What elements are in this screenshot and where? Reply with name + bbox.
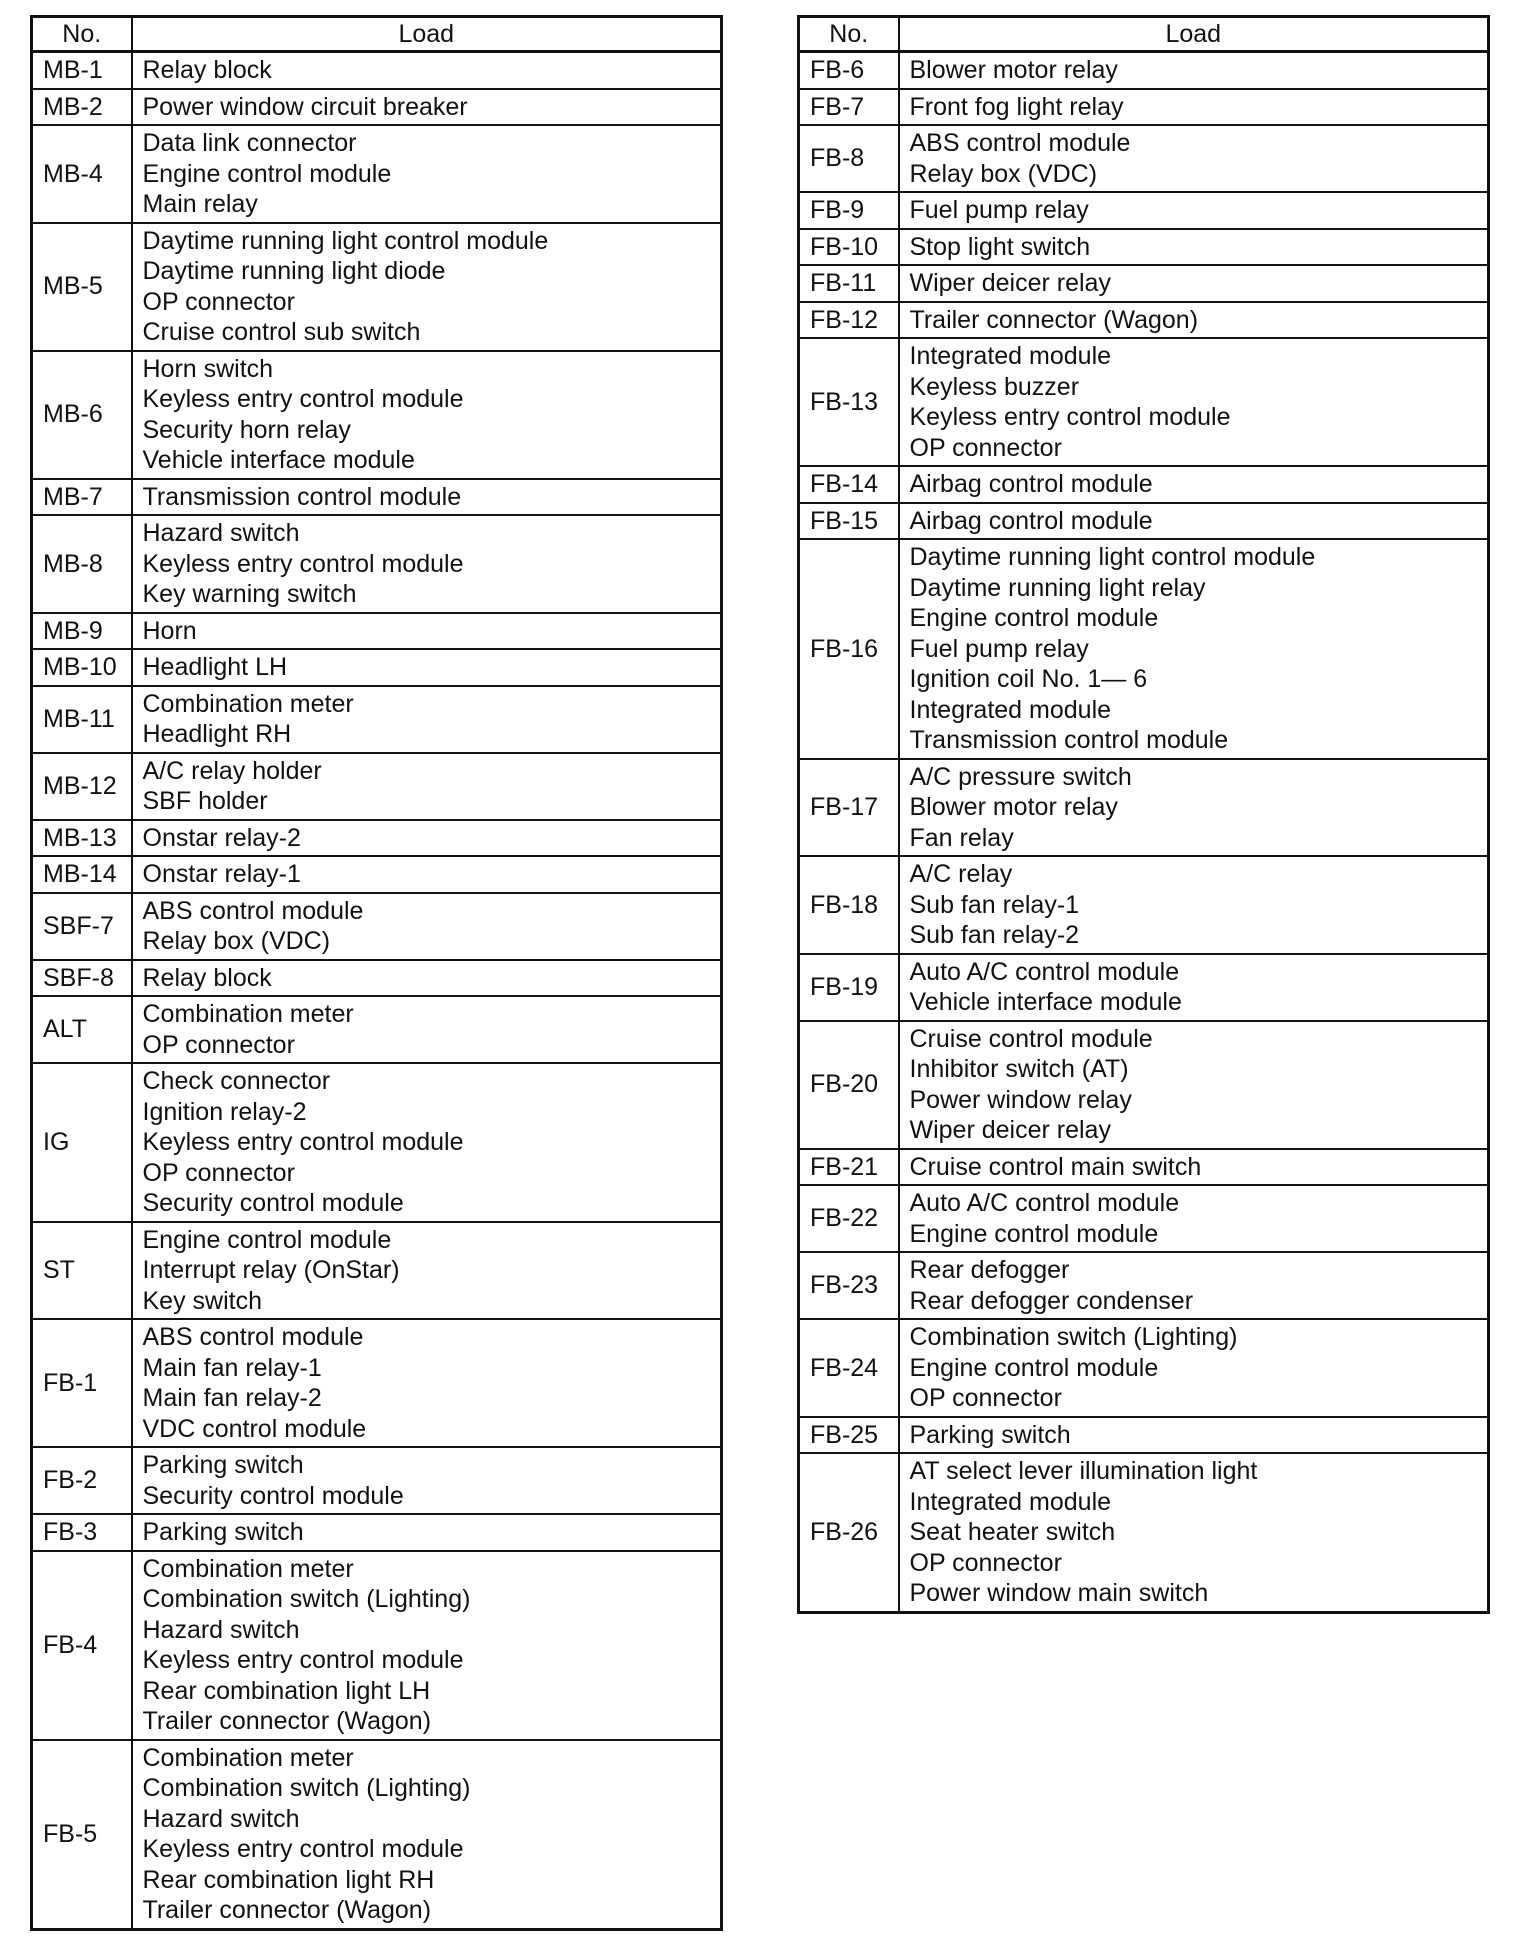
fuse-number: FB-5	[32, 1740, 132, 1930]
load-item: Transmission control module	[142, 482, 462, 511]
load-item: Combination meter	[142, 1000, 354, 1028]
table-row	[32, 753, 722, 820]
fuse-number: MB-1	[32, 52, 132, 89]
load-list	[899, 539, 1489, 759]
fuse-number: SBF-8	[32, 960, 132, 997]
fuse-number: FB-4	[32, 1551, 132, 1740]
table-row	[799, 229, 1489, 266]
load-item: Main fan relay-2	[142, 1384, 322, 1412]
load-item: Keyless entry control module	[142, 1646, 464, 1674]
load-item: Keyless entry control module	[142, 1128, 464, 1156]
load-item: Combination meter	[142, 1554, 354, 1583]
load-item: Horn	[142, 616, 197, 645]
load-list	[132, 960, 722, 997]
table-row	[32, 1740, 722, 1930]
load-list	[899, 265, 1489, 302]
fuse-number: MB-8	[32, 515, 132, 613]
load-item: Inhibitor switch (AT)	[909, 1055, 1129, 1083]
load-item: Engine control module	[142, 159, 392, 188]
table-row	[32, 52, 722, 89]
load-item: Cruise control sub switch	[142, 318, 421, 346]
table-row	[32, 1551, 722, 1740]
load-item: Engine control module	[909, 1353, 1159, 1382]
load-list	[899, 1149, 1489, 1186]
load-item: Rear defogger	[909, 1256, 1070, 1284]
load-item: Rear defogger condenser	[909, 1286, 1194, 1315]
fuse-number: FB-26	[799, 1453, 899, 1612]
load-item: Combination switch (Lighting)	[142, 1774, 471, 1802]
table-row	[32, 515, 722, 613]
load-item: Ignition relay-2	[142, 1097, 307, 1126]
load-item: OP connector	[909, 1548, 1062, 1577]
load-item: Keyless buzzer	[909, 372, 1080, 401]
table-row	[32, 89, 722, 126]
load-item: Blower motor relay	[909, 56, 1118, 84]
load-item: Cruise control main switch	[909, 1152, 1202, 1181]
table-row	[799, 1252, 1489, 1319]
table-row	[32, 649, 722, 686]
load-item: Airbag control module	[909, 470, 1153, 498]
load-item: Relay box (VDC)	[909, 159, 1098, 188]
fuse-number: MB-6	[32, 351, 132, 479]
table-row	[32, 1514, 722, 1551]
table-row	[799, 1021, 1489, 1149]
load-item: Onstar relay-1	[142, 860, 301, 888]
table-row	[799, 52, 1489, 89]
load-list	[132, 820, 722, 857]
load-item: Front fog light relay	[909, 92, 1124, 121]
column-header-no: No.	[32, 17, 132, 52]
load-item: Vehicle interface module	[909, 988, 1182, 1016]
load-list	[899, 1021, 1489, 1149]
fuse-rows-right	[799, 52, 1489, 1613]
load-item: Daytime running light diode	[142, 257, 446, 285]
table-row	[32, 893, 722, 960]
fuse-number: ST	[32, 1222, 132, 1320]
load-item: Key warning switch	[142, 580, 357, 608]
load-list	[132, 753, 722, 820]
load-item: Trailer connector (Wagon)	[909, 305, 1199, 334]
fuse-number: FB-13	[799, 338, 899, 466]
table-row	[32, 223, 722, 351]
load-item: ABS control module	[142, 896, 364, 925]
load-list	[899, 229, 1489, 266]
load-item: Wiper deicer relay	[909, 1116, 1111, 1144]
load-item: Daytime running light relay	[909, 573, 1206, 602]
load-list	[899, 89, 1489, 126]
load-item: Combination meter	[142, 1743, 354, 1772]
load-list	[132, 996, 722, 1063]
table-row	[799, 265, 1489, 302]
table-row	[32, 820, 722, 857]
load-item: AT select lever illumination light	[909, 1457, 1258, 1485]
table-row	[799, 1185, 1489, 1252]
load-list	[132, 351, 722, 479]
load-list	[132, 1514, 722, 1551]
load-item: Auto A/C control module	[909, 957, 1180, 986]
fuse-number: MB-7	[32, 479, 132, 516]
load-list	[899, 302, 1489, 339]
load-item: Key switch	[142, 1286, 262, 1315]
fuse-number: MB-12	[32, 753, 132, 820]
load-item: VDC control module	[142, 1414, 367, 1443]
load-item: Keyless entry control module	[142, 549, 464, 578]
fuse-number: FB-3	[32, 1514, 132, 1551]
load-item: ABS control module	[909, 129, 1131, 157]
column-header-no: No.	[799, 17, 899, 52]
table-row	[32, 479, 722, 516]
load-item: Hazard switch	[142, 519, 300, 547]
fuse-number: FB-21	[799, 1149, 899, 1186]
load-item: Fuel pump relay	[909, 196, 1089, 224]
load-item: Interrupt relay (OnStar)	[142, 1256, 400, 1284]
table-row	[799, 338, 1489, 466]
load-list	[132, 125, 722, 223]
load-item: Hazard switch	[142, 1804, 300, 1833]
fuse-number: FB-6	[799, 52, 899, 89]
load-item: Parking switch	[909, 1420, 1071, 1449]
load-list	[132, 1063, 722, 1222]
table-row	[32, 1319, 722, 1447]
load-item: OP connector	[142, 1158, 295, 1187]
load-list	[899, 466, 1489, 503]
fuse-number: FB-25	[799, 1417, 899, 1454]
load-item: Security control module	[142, 1189, 404, 1217]
table-row	[32, 613, 722, 650]
fuse-number: FB-1	[32, 1319, 132, 1447]
table-row	[799, 302, 1489, 339]
load-list	[132, 223, 722, 351]
load-list	[132, 893, 722, 960]
table-row	[799, 856, 1489, 954]
load-list	[899, 1453, 1489, 1612]
fuse-number: FB-24	[799, 1319, 899, 1417]
fuse-number: FB-12	[799, 302, 899, 339]
load-item: A/C pressure switch	[909, 762, 1132, 791]
load-item: Integrated module	[909, 1487, 1112, 1516]
load-item: Combination switch (Lighting)	[909, 1323, 1238, 1351]
load-item: Integrated module	[909, 342, 1112, 370]
load-item: A/C relay	[909, 860, 1013, 888]
load-item: Daytime running light control module	[909, 543, 1316, 571]
load-item: Trailer connector (Wagon)	[142, 1896, 432, 1924]
load-item: Relay block	[142, 56, 272, 84]
fuse-number: FB-22	[799, 1185, 899, 1252]
load-item: Trailer connector (Wagon)	[142, 1707, 432, 1735]
load-item: Vehicle interface module	[142, 446, 415, 474]
fuse-number: FB-7	[799, 89, 899, 126]
table-row	[32, 856, 722, 893]
fuse-number: MB-2	[32, 89, 132, 126]
fuse-number: MB-10	[32, 649, 132, 686]
load-item: Keyless entry control module	[142, 1835, 464, 1863]
load-item: Ignition coil No. 1— 6	[909, 665, 1148, 693]
table-row	[799, 1149, 1489, 1186]
load-list	[132, 515, 722, 613]
fuse-number: MB-9	[32, 613, 132, 650]
load-item: OP connector	[909, 1384, 1062, 1412]
load-list	[899, 503, 1489, 540]
table-row	[799, 89, 1489, 126]
load-item: Stop light switch	[909, 232, 1091, 261]
fuse-number: FB-23	[799, 1252, 899, 1319]
table-row	[32, 960, 722, 997]
load-item: OP connector	[909, 433, 1062, 462]
load-item: Headlight RH	[142, 720, 292, 748]
load-list	[132, 613, 722, 650]
fuse-number: MB-4	[32, 125, 132, 223]
load-list	[899, 954, 1489, 1021]
load-item: Seat heater switch	[909, 1518, 1116, 1546]
fuse-number: FB-16	[799, 539, 899, 759]
load-item: Power window circuit breaker	[142, 92, 468, 121]
load-item: Combination meter	[142, 689, 354, 718]
load-item: Data link connector	[142, 129, 357, 157]
fuse-load-table-left	[30, 15, 723, 1931]
load-item: Combination switch (Lighting)	[142, 1585, 471, 1613]
load-item: Check connector	[142, 1067, 331, 1095]
fuse-number: FB-14	[799, 466, 899, 503]
load-item: Engine control module	[142, 1225, 392, 1254]
load-item: Fuel pump relay	[909, 634, 1089, 663]
load-item: Main fan relay-1	[142, 1353, 322, 1382]
load-item: Hazard switch	[142, 1615, 300, 1644]
load-item: Security horn relay	[142, 415, 351, 444]
fuse-number: FB-9	[799, 192, 899, 229]
header-row	[799, 17, 1489, 52]
table-row	[799, 192, 1489, 229]
load-item: Keyless entry control module	[909, 403, 1231, 431]
load-list	[899, 125, 1489, 192]
table-row	[799, 954, 1489, 1021]
table-row	[799, 539, 1489, 759]
table-row	[32, 125, 722, 223]
load-item: Headlight LH	[142, 653, 288, 681]
load-item: Airbag control module	[909, 506, 1153, 535]
fuse-number: FB-15	[799, 503, 899, 540]
load-item: Horn switch	[142, 354, 274, 383]
load-list	[899, 192, 1489, 229]
load-item: A/C relay holder	[142, 756, 322, 785]
load-list	[899, 338, 1489, 466]
load-item: OP connector	[142, 287, 295, 316]
table-row	[799, 759, 1489, 857]
load-item: Engine control module	[909, 1219, 1159, 1248]
fuse-number: IG	[32, 1063, 132, 1222]
load-item: Keyless entry control module	[142, 385, 464, 413]
fuse-number: FB-8	[799, 125, 899, 192]
load-item: Blower motor relay	[909, 793, 1118, 821]
fuse-number: FB-17	[799, 759, 899, 857]
load-list	[132, 649, 722, 686]
load-list	[132, 1222, 722, 1320]
fuse-number: ALT	[32, 996, 132, 1063]
header-row	[32, 17, 722, 52]
load-list	[132, 1319, 722, 1447]
fuse-number: SBF-7	[32, 893, 132, 960]
table-row	[799, 1453, 1489, 1612]
load-item: Sub fan relay-1	[909, 890, 1080, 919]
load-list	[132, 52, 722, 89]
table-row	[32, 1063, 722, 1222]
table-row	[799, 503, 1489, 540]
fuse-number: FB-18	[799, 856, 899, 954]
load-item: ABS control module	[142, 1323, 364, 1351]
load-list	[132, 479, 722, 516]
fuse-number: FB-19	[799, 954, 899, 1021]
load-item: Onstar relay-2	[142, 823, 301, 852]
fuse-number: FB-20	[799, 1021, 899, 1149]
load-item: Auto A/C control module	[909, 1189, 1180, 1217]
fuse-number: MB-11	[32, 686, 132, 753]
load-list	[132, 1740, 722, 1930]
load-item: Rear combination light LH	[142, 1676, 431, 1705]
load-list	[132, 686, 722, 753]
load-item: Security control module	[142, 1481, 404, 1510]
load-list	[899, 52, 1489, 89]
fuse-number: MB-5	[32, 223, 132, 351]
table-row	[32, 1447, 722, 1514]
table-row	[32, 996, 722, 1063]
load-item: Relay block	[142, 963, 272, 992]
load-list	[132, 1447, 722, 1514]
table-row	[799, 1319, 1489, 1417]
load-item: Cruise control module	[909, 1024, 1153, 1053]
load-list	[132, 856, 722, 893]
load-item: Relay box (VDC)	[142, 927, 331, 955]
fuse-rows-left	[32, 52, 722, 1930]
load-item: Engine control module	[909, 604, 1159, 632]
load-item: Parking switch	[142, 1451, 304, 1479]
load-list	[899, 1252, 1489, 1319]
load-item: Fan relay	[909, 823, 1014, 852]
load-item: Rear combination light RH	[142, 1865, 435, 1894]
table-row	[799, 125, 1489, 192]
load-list	[899, 1417, 1489, 1454]
fuse-number: FB-10	[799, 229, 899, 266]
fuse-number: MB-14	[32, 856, 132, 893]
column-header-load: Load	[899, 17, 1489, 52]
column-header-load: Load	[132, 17, 722, 52]
table-row	[32, 686, 722, 753]
load-list	[899, 856, 1489, 954]
fuse-number: FB-11	[799, 265, 899, 302]
load-item: Power window relay	[909, 1085, 1132, 1114]
table-row	[799, 466, 1489, 503]
fuse-number: MB-13	[32, 820, 132, 857]
table-row	[799, 1417, 1489, 1454]
load-list	[132, 1551, 722, 1740]
load-list	[899, 1185, 1489, 1252]
load-item: Daytime running light control module	[142, 226, 549, 255]
load-item: Transmission control module	[909, 726, 1229, 754]
load-item: OP connector	[142, 1030, 295, 1059]
load-list	[899, 1319, 1489, 1417]
fuse-load-table-right	[797, 15, 1490, 1614]
load-item: Main relay	[142, 190, 258, 218]
table-row	[32, 1222, 722, 1320]
load-item: SBF holder	[142, 787, 268, 815]
load-item: Integrated module	[909, 695, 1112, 724]
table-row	[32, 351, 722, 479]
load-item: Wiper deicer relay	[909, 269, 1111, 297]
load-item: Parking switch	[142, 1518, 304, 1546]
load-list	[899, 759, 1489, 857]
load-item: Power window main switch	[909, 1579, 1209, 1607]
fuse-number: FB-2	[32, 1447, 132, 1514]
load-item: Sub fan relay-2	[909, 921, 1080, 949]
load-list	[132, 89, 722, 126]
